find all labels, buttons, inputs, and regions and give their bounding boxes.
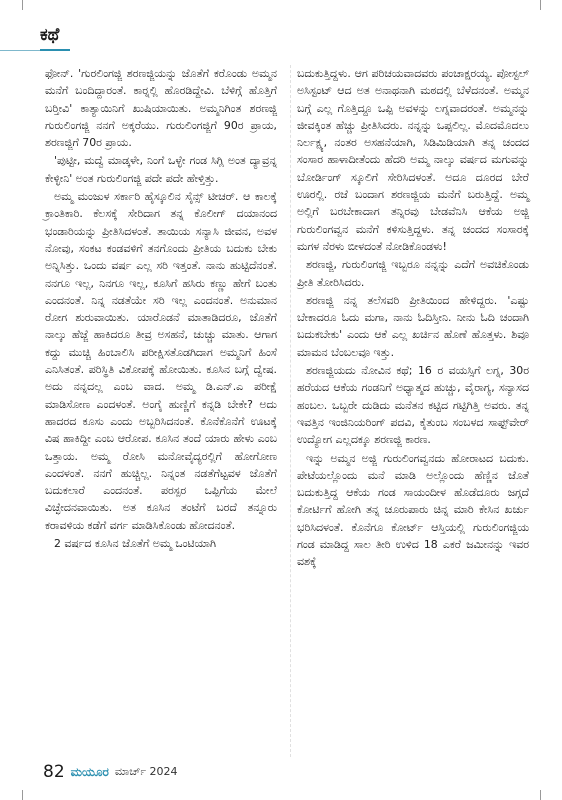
section-underline — [40, 49, 70, 51]
page-number: 82 — [43, 762, 65, 782]
magazine-name: ಮಯೂರ — [70, 764, 109, 779]
crop-mark-bottom-left — [22, 790, 23, 800]
paragraph: ಶರಣಜ್ಜಿಯದು ನೋವಿನ ಕಥೆ; 16 ರ ವಯಸ್ಸಿಗೆ ಲಗ್ನ, 30ರ ಹರೆಯದ ಆಕೆಯ ಗಂಡನಿಗೆ ಅಧ್ಯಾತ್ಮದ ಹುಚ್ಚು, ವೈರಾಗ್ಯ, ಸನ್ಯಾಸದ ಹಂಬಲ. ಒಬ್ಬರೇ ದುಡಿದು ಮನೆತನ ಕಟ್ಟಿದ ಗಟ್ಟಿಗಿತ್ತಿ ಅವರು. ತನ್ನ ಇವತ್ತಿನ ಇಂಜಿನಿಯರಿಂಗ್ ಪದವಿ, ಕೈತುಂಬ ಸಂಬಳದ ಸಾಫ್ಟ್‌ವೇರ್ ಉದ್ಯೋಗ ಎಲ್ಲದಕ್ಕೂ ಶರಣಜ್ಜಿ ಕಾರಣ. — [297, 364, 529, 447]
crop-mark-top-right — [540, 0, 541, 10]
paragraph: ಶರಣಜ್ಜಿ ನನ್ನ ತಲೆಸವರಿ ಪ್ರೀತಿಯಿಂದ ಹೇಳಿದ್ದರು. 'ಎಷ್ಟು ಬೇಕಾದರೂ ಓದು ಮಗಾ, ನಾನು ಓದಿಸ್ತೀನಿ. ನೀನು ಓದಿ ಚಂದಾಗಿ ಬದುಕಬೇಕು' ಎಂದು ಆಕೆ ಎಲ್ಲ ಖರ್ಚಿನ ಹೊಣೆ ಹೊತ್ತಳು. ಶಿವೂ ಮಾಮನ ಬೆಂಬಲವೂ ಇತ್ತು. — [297, 293, 529, 359]
crop-mark-bottom-right — [540, 790, 541, 800]
paragraph: ಫೋನ್. 'ಗುರಲಿಂಗಜ್ಜಿ ಶರಣಜ್ಜಿಯನ್ನು ಜೊತೆಗೆ ಕರೊಂಡು ಅಮ್ಮನ ಮನೆಗೆ ಬಂದಿದ್ದಾರಂತೆ. ಕಾರ್‍ನಲ್ಲಿ ಹೊರಡಿದ್ದೇವಿ. ಬೆಳಿಗ್ಗೆ ಹೊತ್ತಿಗೆ ಬರ್‍ತೀವಿ' ಕಾತ್ಯಾಯಿನಿಗೆ ಖುಷಿಯಾಯಿತು. ಅಮ್ಮನಿಗಿಂತ ಶರಣಜ್ಜಿ ಗುರುಲಿಂಗಜ್ಜಿ ನನಗೆ ಅಕ್ಕರೆಯು. ಗುರುಲಿಂಗಜ್ಜಿಗೆ 90ರ ಪ್ರಾಯ, ಶರಣಜ್ಜಿಗೆ 70ರ ಪ್ರಾಯ. — [45, 67, 277, 150]
paragraph: ಬದುಕುತ್ತಿದ್ದಳು. ಆಗ ಪರಿಚಯವಾದವರು ಪಂಚಾಕ್ಷರಯ್ಯ. ಪೋಸ್ಟಲ್ ಅಸಿಸ್ಟಂಟ್ ಆದ ಅತ ಅನಾಥನಾಗಿ ಮಠದಲ್ಲಿ ಬೆಳೆದನಂತೆ. ಅಮ್ಮನ ಬಗ್ಗೆ ಎಲ್ಲ ಗೊತ್ತಿದ್ದೂ ಒಪ್ಪಿ ಅವಳನ್ನು ಲಗ್ನವಾದರಂತೆ. ಅಮ್ಮನನ್ನು ಜೀವಕ್ಕಿಂತ ಹೆಚ್ಚು ಪ್ರೀತಿಸಿದರು. ನನ್ನನ್ನು ಒಪ್ಪಲಿಲ್ಲ. ಮೊದಮೊದಲು ನಿರ್ಲಕ್ಷ್ಯ, ನಂತರ ಅಸಹನೆಯಾಗಿ, ಸಿಡಿಮಿಡಿಯಾಗಿ ತನ್ನ ಚಂದದ ಸಂಸಾರ ಹಾಳಾದೀತೆಂದು ಹೆದರಿ ಅಮ್ಮ ನಾಲ್ಕು ವರ್ಷದ ಮಗುವನ್ನು ಬೋರ್ಡಿಂಗ್ ಸ್ಕೂಲಿಗೆ ಸೇರಿಸಿದಳಂತೆ. ಅದೂ ದೂರದ ಬೇರೆ ಊರಲ್ಲಿ. ರಜೆ ಬಂದಾಗ ಶರಣಜ್ಜಿಯ ಮನೆಗೆ ಬರುತ್ತಿದ್ದೆ. ಅಮ್ಮ ಅಲ್ಲಿಗೆ ಬರಬೇಕಾದಾಗ ತನ್ನಿರವು ಬೇಡವೆನಿಸಿ ಆಕೆಯ ಅಜ್ಜಿ ಗುರುಲಿಂಗವ್ವನ ಮನೆಗೆ ಕಳಿಸುತ್ತಿದ್ದಳು. ತನ್ನ ಚಂದದ ಸಂಸಾರಕ್ಕೆ ಮಗಳ ನೆರಳು ಬೀಳದಂತೆ ನೋಡಿಕೊಂಡಳು! — [297, 67, 529, 253]
paragraph: ಶರಣಜ್ಜಿ, ಗುರುಲಿಂಗಜ್ಜಿ ಇಬ್ಬರೂ ನನ್ನನ್ನು ಎದೆಗೆ ಅವಚಿಕೊಂಡು ಪ್ರೀತಿ ತೋರಿಸಿದರು. — [297, 258, 529, 289]
paragraph: 'ಪುಟ್ಟೀ, ಮದ್ವೆ ಮಾಡ್ಕಳೇ, ನಿಂಗೆ ಒಳ್ಳೇ ಗಂಡ ಸಿಗ್ಲಿ ಅಂತ ದ್ಯಾವ್ರನ್ನ ಕೇಳ್ಳೀನಿ' ಅಂತ ಗುರುಲಿಂಗಜ್ಜಿ ಪದೇ ಪದೇ ಹೇಳ್ತಿತ್ತು. — [45, 154, 277, 185]
paragraph: 2 ವರ್ಷದ ಕೂಸಿನ ಜೊತೆಗೆ ಅಮ್ಮ ಒಂಟಿಯಾಗಿ — [54, 537, 216, 551]
page-footer — [43, 760, 178, 784]
crop-mark-top-left — [22, 0, 23, 10]
right-column — [297, 65, 529, 572]
header-line — [0, 50, 40, 51]
issue-date: ಮಾರ್ಚ್ 2024 — [114, 765, 178, 778]
section-title: ಕಥೆ — [40, 25, 60, 45]
column-divider — [290, 65, 291, 757]
left-column — [45, 65, 277, 553]
paragraph: ಇನ್ನು ಅಮ್ಮನ ಅಜ್ಜಿ ಗುರುಲಿಂಗವ್ವನದು ಹೋರಾಟದ ಬದುಕು. ಪೇಟೆಯಲ್ಲೊಂದು ಮನೆ ಮಾಡಿ ಅಲ್ಲೊಂದು ಹೆಣ್ಣಿನ ಜೊತೆ ಬದುಕುತ್ತಿದ್ದ ಆಕೆಯ ಗಂಡ ಸಾಯಂದೀಳ ಹೊಡೆದೂರು ಜಗ್ಗದೆ ಕೋರ್ಟಿಗೆ ಹೋಗಿ ತನ್ನ ಚೂರುಪಾರು ಚಿನ್ನ ಮಾರಿ ಕೇಸಿನ ಖರ್ಚು ಭರಿಸಿದಳಂತೆ. ಕೊನೆಗೂ ಕೋರ್ಟ್ ಆಸ್ತಿಯಲ್ಲಿ ಗುರುಲಿಂಗಜ್ಜಿಯ ಗಂಡ ಮಾಡಿದ್ದ ಸಾಲ ತೀರಿ ಉಳಿದ 18 ಎಕರೆ ಜಮೀನನ್ನು ಇವರ ವಶಕ್ಕೆ — [297, 451, 529, 569]
paragraph: ಅಮ್ಮ ಮಂಜುಳ ಸರ್ಕಾರಿ ಹೈಸ್ಕೂಲಿನ ಸೈನ್ಸ್ ಟೀಚರ್. ಆ ಕಾಲಕ್ಕೆ ಕ್ರಾಂತಿಕಾರಿ. ಕೆಲಸಕ್ಕೆ ಸೇರಿದಾಗ ತನ್ನ ಕೊಲೀಗ್ ದಯಾನಂದ ಭಂಡಾರಿಯನ್ನು ಪ್ರೀತಿಸಿದಳಂತೆ. ತಾಯಿಯ ಸನ್ಯಾಸಿ ಜೀವನ, ಅವಳ ನೋವು, ಸಂಕಟ ಕಂಡವಳಿಗೆ ತನಗೊಂದು ಪ್ರೀತಿಯ ಬದುಕು ಬೇಕು ಅನ್ನಿಸಿತ್ತು. ಒಂದು ವರ್ಷ ಎಲ್ಲ ಸರಿ ಇತ್ತಂತೆ. ನಾನು ಹುಟ್ಟಿದೆನಂತೆ. ನನಗೂ ಇಲ್ಲ, ನಿನಗೂ ಇಲ್ಲ, ಕೂಸಿಗೆ ಹಸಿರು ಕಣ್ಣು ಹೇಗೆ ಬಂತು ಎಂದನಂತೆ. ನಿನ್ನ ನಡತೆಯೇ ಸರಿ ಇಲ್ಲ ಎಂದನಂತೆ. ಅನುಮಾನ ರೋಗ ಶುರುವಾಯಿತು. ಯಾರೊಡನೆ ಮಾತಾಡಿದರೂ, ಜೊತೆಗೆ ನಾಲ್ಕು ಹೆಜ್ಜೆ ಹಾಕಿದರೂ ತೀವ್ರ ಅಸಹನೆ, ಚುಚ್ಚು ಮಾತು. ಆಗಾಗ ಕದ್ದು ಮುಚ್ಚಿ ಹಿಂಬಾಲಿಸಿ ಪರೀಕ್ಷಿಸತೊಡಗಿದಾಗ ಅಮ್ಮನಿಗೆ ಹಿಂಸೆ ಎನಿಸಿತಂತೆ. ಪರಿಸ್ಥಿತಿ ವಿಕೋಪಕ್ಕೆ ಹೋಯಿತು. ಕೂಸಿನ ಬಗ್ಗೆ ದ್ವೇಷ. ಅದು ನನ್ನದಲ್ಲ ಎಂಬ ವಾದ. ಅಮ್ಮ ಡಿ.ಎನ್.ಎ ಪರೀಕ್ಷೆ ಮಾಡಿಸೋಣ ಎಂದಳಂತೆ. ಅಂಗೈ ಹುಣ್ಣಿಗೆ ಕನ್ನಡಿ ಬೇಕೇ? ಅದು ಹಾದರದ ಕೂಸು ಎಂದು ಅಬ್ಬರಿಸಿದನಂತೆ. ಕೊನೆಕೊನೆಗೆ ಊಟಕ್ಕೆ ವಿಷ ಹಾಕಿದ್ದೀ ಎಂಬ ಆರೋಪ. ಕೂಸಿನ ತಂದೆ ಯಾರು ಹೇಳು ಎಂಬ ಒತ್ತಾಯ. ಅಮ್ಮ ರೋಸಿ ಮನೋವೈದ್ಯರಲ್ಲಿಗೆ ಹೋಗೋಣ ಎಂದಳಂತೆ. ನನಗೆ ಹುಚ್ಚಿಲ್ಲ. ನಿನ್ನಂತ ನಡತೆಗೆಟ್ಟವಳ ಜೊತೆಗೆ ಬದುಕಲಾರೆ ಎಂದನಂತೆ. ಪರಸ್ಪರ ಒಪ್ಪಿಗೆಯ ಮೇಲೆ ವಿಚ್ಛೇದನವಾಯಿತು. ಅತ ಕೂಸಿನ ತಂಟೆಗೆ ಬರದೆ ತನ್ನೂರು ಕರಾವಳಿಯ ಕಡೆಗೆ ವರ್ಗ ಮಾಡಿಸಿಕೊಂಡು ಹೋದನಂತೆ. — [45, 190, 277, 532]
